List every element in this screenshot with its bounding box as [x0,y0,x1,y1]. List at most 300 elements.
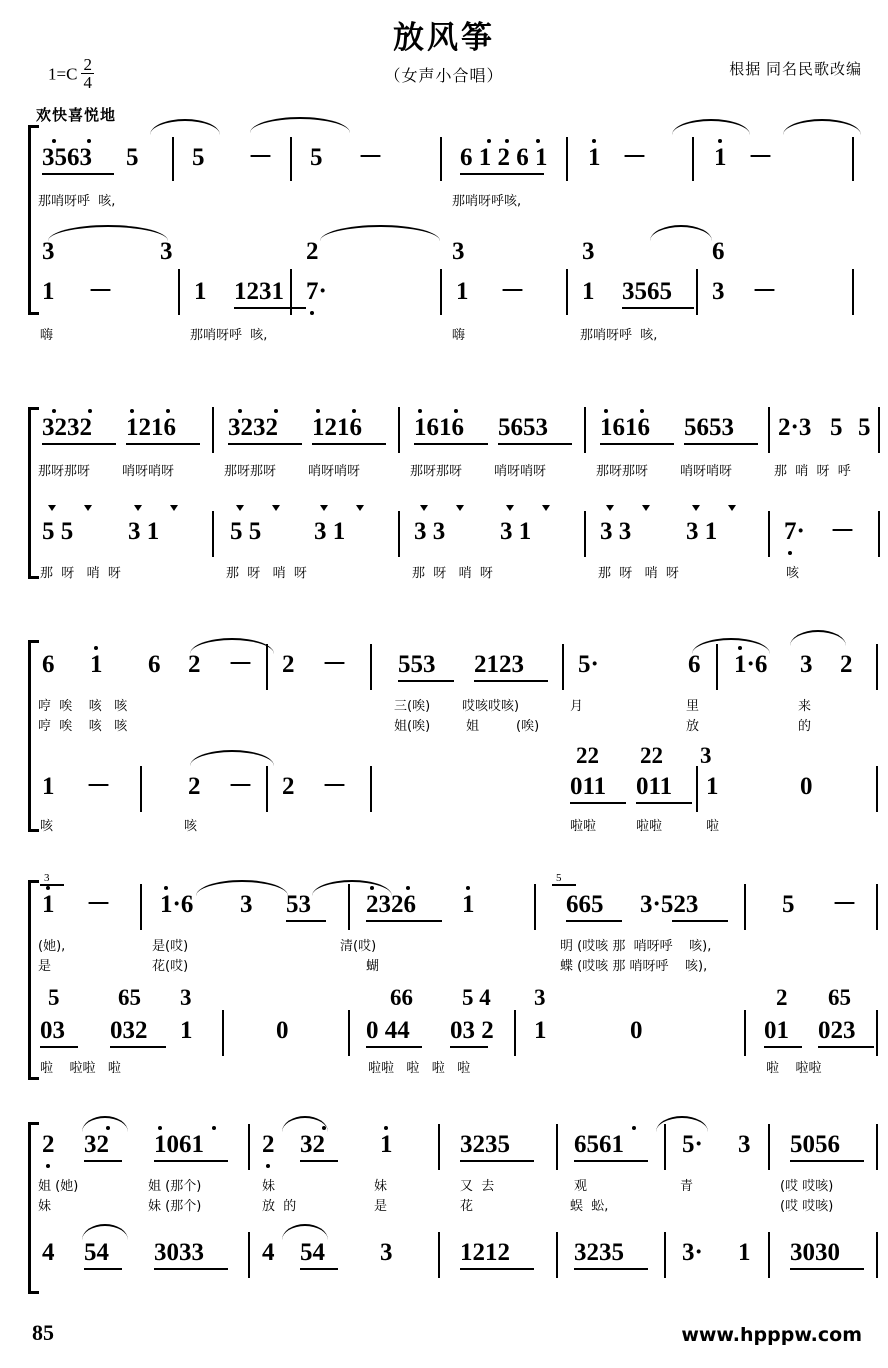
lyric: 咳 [184,819,198,834]
lyric: 蝴 [366,959,380,974]
octave-dot [418,409,422,413]
slur [282,1116,328,1132]
octave-dot [238,409,242,413]
lyric: 啦啦 [636,819,663,834]
barline [348,1010,350,1056]
octave-dot [266,1164,270,1168]
note: 3232 [228,414,278,441]
barline [438,1232,440,1278]
beam [312,443,386,445]
octave-dot [130,409,134,413]
beam [300,1160,338,1162]
barline [178,269,180,315]
beam [366,1046,422,1048]
note: 01 [764,1017,789,1044]
beam [790,1268,864,1270]
note: 1 [380,1131,393,1158]
slur [250,117,350,133]
note: 2 [840,651,853,678]
note: － [500,278,526,305]
accent-mark [606,505,614,511]
note: 4 [42,1239,55,1266]
octave-dot [466,886,470,890]
note: － [248,144,274,171]
lyric: 姐(唉) [394,719,431,734]
lyric: (唉) [516,719,540,734]
note: 1 [42,891,55,918]
note: 3030 [790,1239,840,1266]
lyric: 姐 [466,719,480,734]
note: － [752,278,778,305]
note: 1 [588,144,601,171]
note: 5 5 [42,518,74,545]
note: 2 [42,1131,55,1158]
note: 3 [160,238,173,265]
octave-dot [158,1126,162,1130]
lyric: 清(哎) [340,939,377,954]
note: 1216 [126,414,176,441]
note: 5 [782,891,795,918]
barline [140,766,142,812]
system-5 [0,1112,888,1312]
barline [768,511,770,557]
lyric: 那 呀 哨 呀 [598,566,679,581]
page-title: 放风筝 [393,20,495,56]
beam [40,1046,78,1048]
barline [556,1232,558,1278]
beam [84,1268,122,1270]
octave-dot [788,551,792,555]
barline [438,1124,440,1170]
note: 1616 [414,414,464,441]
note: 5· [578,651,599,678]
note: 2 [188,651,201,678]
octave-dot [536,139,540,143]
note: 6 [42,651,55,678]
barline [398,407,400,453]
beam [684,443,758,445]
lyric: 妹 [262,1179,276,1194]
beam [672,920,728,922]
lyric: 观 [574,1179,588,1194]
note: 1 [714,144,727,171]
subtitle: （女声小合唱） [384,68,504,85]
barline [876,1232,878,1278]
note: 65 [118,985,141,1010]
note: 1 [534,1017,547,1044]
system-brace [28,125,31,315]
barline [716,644,718,690]
slur [82,1116,128,1132]
note: 1·6 [734,651,768,678]
beam [460,1160,534,1162]
accent-mark [84,505,92,511]
note: 3 [582,238,595,265]
note: 03 [40,1017,65,1044]
barline [140,884,142,930]
lyric: 嗨 [40,328,54,343]
meter-denominator: 4 [83,73,92,92]
note: － [88,278,114,305]
note: 1 [462,891,475,918]
accent-mark [320,505,328,511]
note: 1 [180,1017,193,1044]
barline [878,511,880,557]
note: 1 [456,278,469,305]
note: 3 1 [500,518,532,545]
note: 1212 [460,1239,510,1266]
beam [366,920,442,922]
note: 5 5 [230,518,262,545]
octave-dot [738,646,742,650]
beam [498,443,572,445]
lyric: 青 [680,1179,694,1194]
note: 1 [582,278,595,305]
barline [696,269,698,315]
note: 0 [276,1017,289,1044]
note: 011 [636,773,673,800]
lyric: 那 哨 呀 呼 [774,464,851,479]
note: 5653 [498,414,548,441]
note: 3235 [460,1131,510,1158]
note: － [322,651,348,678]
barline [562,644,564,690]
beam [42,443,116,445]
lyric: 哨呀哨呀 [494,464,547,479]
lyric: 是 [374,1199,388,1214]
barline [440,269,442,315]
note: 3 3 [600,518,632,545]
website-watermark: www.hpppw.com [681,1324,862,1346]
lyric: 哼 唉 咳 咳 [38,719,128,734]
lyric: 月 [570,699,584,714]
lyric: 妹 (那个) [148,1199,202,1214]
slur [150,119,220,135]
octave-dot [384,1126,388,1130]
octave-dot [640,409,644,413]
barline [584,407,586,453]
note: 3 [800,651,813,678]
beam [234,307,306,309]
note: 2 [262,1131,275,1158]
octave-dot [454,409,458,413]
lyric: 那 呀 哨 呀 [226,566,307,581]
octave-dot [487,139,491,143]
lyric: 来 [798,699,812,714]
note: 2 [282,773,295,800]
barline [768,1124,770,1170]
slur [783,119,861,135]
note: 2 [282,651,295,678]
note: 1061 [154,1131,204,1158]
barline [876,766,878,812]
note: 3 [738,1131,751,1158]
note: 0 [630,1017,643,1044]
note: 32 [84,1131,109,1158]
system-4 [0,862,888,1092]
lyric: 啦 啦啦 啦 [40,1061,121,1076]
beam [574,1160,648,1162]
lyric: 三(唉) [394,699,431,714]
note: 3 1 [314,518,346,545]
note: 22 [576,743,599,768]
barline [248,1124,250,1170]
note: 0 [800,773,813,800]
slur [282,1224,328,1240]
note: 3 [534,985,546,1010]
beam [154,1268,228,1270]
octave-dot [46,886,50,890]
barline [584,511,586,557]
beam [790,1160,864,1162]
note: 66 [390,985,413,1010]
note: 1 [706,773,719,800]
accent-mark [420,505,428,511]
accent-mark [456,505,464,511]
repeat-bracket [40,884,64,886]
note: － [86,773,112,800]
octave-dot [88,409,92,413]
time-signature [81,56,94,91]
note: 7· [306,278,327,305]
lyric: 嗨 [452,328,466,343]
lyric: 哼 唉 咳 咳 [38,699,128,714]
barline [556,1124,558,1170]
system-1 [0,117,888,367]
octave-dot [166,409,170,413]
note: 3·523 [640,891,699,918]
note: 54 [300,1239,325,1266]
note: 032 [110,1017,148,1044]
barline [876,884,878,930]
octave-dot [52,139,56,143]
note: 023 [818,1017,856,1044]
lyric: 姐 (那个) [148,1179,202,1194]
note: 2 [188,773,201,800]
lyric: 明 (哎咳 那 哨呀呼 咳), [560,939,712,954]
barline [566,137,568,181]
barline [692,137,694,181]
barline [852,137,854,181]
accent-mark [48,505,56,511]
note: － [228,773,254,800]
note: 3033 [154,1239,204,1266]
lyric: 蝶 (哎咳 那 哨呀呼 咳), [560,959,708,974]
barline [876,1124,878,1170]
lyric: 哨呀哨呀 [680,464,733,479]
note: － [622,144,648,171]
accent-mark [356,505,364,511]
note: 3 [700,743,712,768]
barline [266,766,268,812]
lyric: 放 [686,719,700,734]
note: 6 1 2 6 1 [460,144,548,171]
octave-dot [718,139,722,143]
note: 2·3 [778,414,812,441]
octave-dot [505,139,509,143]
lyric: 蜈 蚣, [570,1199,609,1214]
slur [672,119,750,135]
barline [348,884,350,930]
note: － [832,891,858,918]
page-number: 85 [32,1320,54,1345]
lyric: 啦啦 啦 啦 啦 [368,1061,471,1076]
note: 6561 [574,1131,624,1158]
barline [664,1124,666,1170]
octave-dot [310,311,314,315]
note: 3· [682,1239,703,1266]
barline [440,137,442,181]
note: 5 [830,414,843,441]
system-2 [0,397,888,597]
note: 4 [262,1239,275,1266]
octave-dot [164,886,168,890]
barline [696,766,698,812]
barline [768,1232,770,1278]
beam [450,1046,488,1048]
barline [514,1010,516,1056]
beam [636,802,692,804]
octave-dot [316,409,320,413]
system-brace [28,1122,31,1294]
note: 6 [688,651,701,678]
beam [764,1046,802,1048]
note: 1 [42,773,55,800]
barline [370,644,372,690]
accent-mark [542,505,550,511]
beam [566,920,622,922]
octave-dot [87,139,91,143]
lyric: 的 [798,719,812,734]
beam [154,1160,228,1162]
lyric: 那呀那呀 [596,464,649,479]
note: 2 [776,985,788,1010]
beam [286,920,326,922]
beam [228,443,302,445]
slur [790,630,846,646]
note: 3235 [574,1239,624,1266]
note: 5· [682,1131,703,1158]
accent-mark [692,505,700,511]
note: 1231 [234,278,284,305]
lyric: 妹 [38,1199,52,1214]
barline [398,511,400,557]
lyric: 那呀那呀 [224,464,277,479]
beam [300,1268,338,1270]
lyric: 那 呀 哨 呀 [412,566,493,581]
barline [876,1010,878,1056]
accent-mark [642,505,650,511]
system-brace [28,880,31,1080]
note: 1 [738,1239,751,1266]
note: 3 [712,278,725,305]
beam [126,443,200,445]
note: 2326 [366,891,416,918]
system-brace [28,640,31,832]
lyric: 放 的 [262,1199,297,1214]
note: 1 [42,278,55,305]
octave-dot [94,646,98,650]
note: 7· [784,518,805,545]
barline [172,137,174,181]
note: 3 1 [686,518,718,545]
note: 553 [398,651,436,678]
note: － [322,773,348,800]
note: 665 [566,891,604,918]
key-label: 1=C [48,64,78,84]
beam [474,680,548,682]
note: 53 [286,891,311,918]
note: 1 [90,651,103,678]
beam [398,680,454,682]
note: － [86,891,112,918]
barline [290,137,292,181]
accent-mark [728,505,736,511]
note: 6 [712,238,725,265]
lyric: 那哨呀呼 咳, [580,328,658,343]
note: 3563 [42,144,92,171]
barline [744,1010,746,1056]
note: 1616 [600,414,650,441]
octave-dot [352,409,356,413]
barline [266,644,268,690]
lyric: 哎咳哎咳) [462,699,520,714]
octave-dot [632,1126,636,1130]
slur [320,225,440,241]
note: 32 [300,1131,325,1158]
repeat-bracket [552,884,576,886]
note: － [830,518,856,545]
lyric: 咳 [40,819,54,834]
octave-dot [592,139,596,143]
beam [574,1268,648,1270]
beam [84,1160,122,1162]
note: 6 [148,651,161,678]
lyric: 那呀那呀 [410,464,463,479]
note: 2123 [474,651,524,678]
note: 3 [240,891,253,918]
lyric: (哎 哎咳) [780,1179,834,1194]
lyric: 啦啦 [570,819,597,834]
barline [222,1010,224,1056]
beam [818,1046,874,1048]
meter-numerator: 2 [83,55,92,74]
beam [110,1046,166,1048]
barline [248,1232,250,1278]
lyric: 花 [460,1199,474,1214]
slur [650,225,712,241]
lyric: 那哨呀呼 咳, [190,328,268,343]
note: 1216 [312,414,362,441]
repeat-bracket-number: 5 [556,872,562,884]
barline [852,269,854,315]
lyric: 姐 (她) [38,1179,79,1194]
lyric: 啦 [706,819,720,834]
lyric: 啦 啦啦 [766,1061,822,1076]
note: － [228,651,254,678]
beam [570,802,626,804]
octave-dot [604,409,608,413]
beam [42,173,114,175]
octave-dot [52,409,56,413]
octave-dot [406,886,410,890]
barline [566,269,568,315]
note: － [748,144,774,171]
note: 3 1 [128,518,160,545]
beam [460,173,544,175]
lyric: (哎 哎咳) [780,1199,834,1214]
lyric: 那哨呀呼咳, [452,194,522,209]
